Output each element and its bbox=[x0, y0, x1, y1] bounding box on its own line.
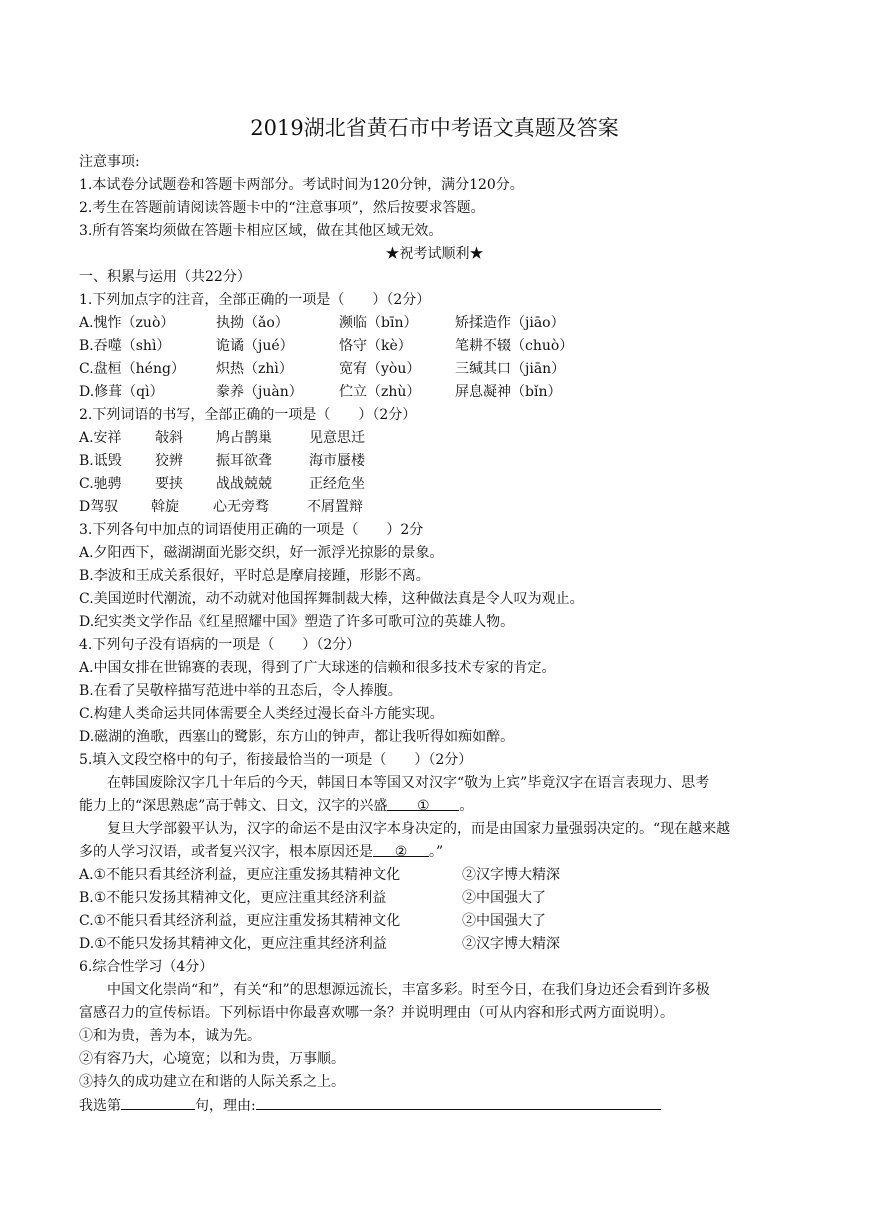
q5-option: A.①不能只看其经济利益，更应注重发扬其精神文化 bbox=[79, 867, 401, 883]
section-heading: 一、积累与运用（共22分） bbox=[79, 269, 251, 285]
notice-item: 1.本试卷分试题卷和答题卡两部分。考试时间为120分钟，满分120分。 bbox=[79, 177, 524, 193]
q1-option-cell: 豢养（juàn） bbox=[216, 384, 303, 400]
q1-option-cell: A.愧怍（zuò） bbox=[79, 315, 175, 331]
q6-slogan: ③持久的成功建立在和谐的人际关系之上。 bbox=[79, 1074, 345, 1090]
q6-paragraph-line: 富感召力的宣传标语。下列标语中你最喜欢哪一条？并说明理由（可从内容和形式两方面说明）。 bbox=[79, 1005, 674, 1021]
q4-stem: 4.下列句子没有语病的一项是（ ）（2分） bbox=[79, 637, 361, 653]
q5-stem: 5.填入文段空格中的句子，衔接最恰当的一项是（ ）（2分） bbox=[79, 752, 473, 768]
q2-option-cell: D驾驭 bbox=[79, 499, 119, 515]
q1-option-cell: 炽热（zhì） bbox=[216, 361, 293, 377]
q1-option-cell: 三缄其口（jiān） bbox=[455, 361, 566, 377]
q5-passage-text: 多的人学习汉语，或者复兴汉字，根本原因还是 bbox=[79, 844, 373, 860]
q2-option-cell: 振耳欲聋 bbox=[216, 453, 272, 469]
q1-option-cell: 宽宥（yòu） bbox=[339, 361, 421, 377]
q5-option: B.①不能只发扬其精神文化，更应注重其经济利益 bbox=[79, 890, 387, 906]
q5-option: ②中国强大了 bbox=[462, 890, 546, 906]
q1-option-cell: 诡谲（jué） bbox=[216, 338, 294, 354]
q2-option-cell: 敧斜 bbox=[155, 430, 183, 446]
q4-option: C.构建人类命运共同体需要全人类经过漫长奋斗方能实现。 bbox=[79, 706, 444, 722]
q4-option: A.中国女排在世锦赛的表现，得到了广大球迷的信赖和很多技术专家的肯定。 bbox=[79, 660, 556, 676]
q2-option-cell: B.诋毁 bbox=[79, 453, 122, 469]
q1-option-cell: 濒临（bīn） bbox=[339, 315, 418, 331]
q5-option: ②汉字博大精深 bbox=[462, 936, 560, 952]
answer-prefix: 我选第 bbox=[79, 1098, 121, 1114]
q2-option-cell: 鸠占鹊巢 bbox=[216, 430, 272, 446]
q1-option-cell: 恪守（kè） bbox=[339, 338, 412, 354]
q2-stem: 2.下列词语的书写，全部正确的一项是（ ）（2分） bbox=[79, 407, 417, 423]
answer-mid: 句，理由: bbox=[195, 1098, 256, 1114]
blessing: ★祝考试顺利★ bbox=[385, 246, 484, 262]
q1-option-cell: D.修葺（qì） bbox=[79, 384, 164, 400]
q5-passage-text: 。 bbox=[459, 798, 474, 814]
q5-option: ②中国强大了 bbox=[462, 913, 546, 929]
notice-heading: 注意事项: bbox=[79, 154, 140, 170]
q1-option-cell: B.吞噬（shì） bbox=[79, 338, 171, 354]
q4-option: B.在看了吴敬梓描写范进中举的丑态后，令人捧腹。 bbox=[79, 683, 402, 699]
q2-option-cell: 见意思迁 bbox=[309, 430, 365, 446]
q5-passage-line: 复旦大学部毅平认为，汉字的命运不是由汉字本身决定的，而是由国家力量强弱决定的。“现在越来越 bbox=[107, 821, 731, 837]
notice-item: 2.考生在答题前请阅读答题卡中的“注意事项”，然后按要求答题。 bbox=[79, 200, 485, 216]
blank-1: ① bbox=[387, 796, 459, 811]
q2-option-cell: 不屑置辩 bbox=[307, 499, 363, 515]
q1-option-cell: 屏息凝神（bǐn） bbox=[455, 384, 562, 400]
q3-stem: 3.下列各句中加点的词语使用正确的一项是（ ）2分 bbox=[79, 522, 424, 538]
q2-option-cell: 战战兢兢 bbox=[216, 476, 272, 492]
q2-option-cell: 狡辨 bbox=[155, 453, 183, 469]
q2-option-cell: C.驰骋 bbox=[79, 476, 122, 492]
q2-option-cell: 心无旁骛 bbox=[213, 499, 269, 515]
q5-passage-text: 。” bbox=[429, 844, 444, 860]
q3-option: C.美国逆时代潮流，动不动就对他国挥舞制裁大棒，这种做法真是令人叹为观止。 bbox=[79, 591, 584, 607]
q5-option: ②汉字博大精深 bbox=[462, 867, 560, 883]
blank-2: ② bbox=[373, 842, 429, 857]
notice-item: 3.所有答案均须做在答题卡相应区域，做在其他区域无效。 bbox=[79, 223, 443, 239]
sentence-choice-blank[interactable] bbox=[121, 1095, 195, 1110]
q2-option-cell: A.安祥 bbox=[79, 430, 122, 446]
q5-option: D.①不能只发扬其精神文化，更应注重其经济利益 bbox=[79, 936, 387, 952]
q6-stem: 6.综合性学习（4分） bbox=[79, 959, 214, 975]
q5-passage-line bbox=[79, 796, 473, 816]
q1-option-cell: 执拗（ǎo） bbox=[216, 315, 289, 331]
q5-passage-line bbox=[79, 842, 443, 862]
q5-option: C.①不能只看其经济利益，更应注重发扬其精神文化 bbox=[79, 913, 401, 929]
q6-answer-line bbox=[79, 1095, 661, 1116]
q5-passage-line: 在韩国废除汉字几十年后的今天，韩国日本等国又对汉字“敬为上宾”毕竟汉字在语言表现力、思考 bbox=[107, 775, 710, 791]
q3-option: B.李波和王成关系很好，平时总是摩肩接踵，形影不离。 bbox=[79, 568, 430, 584]
page-title: 2019湖北省黄石市中考语文真题及答案 bbox=[250, 116, 619, 140]
q3-option: D.纪实类文学作品《红星照耀中国》塑造了许多可歌可泣的英雄人物。 bbox=[79, 614, 515, 630]
q1-option-cell: 笔耕不辍（chuò） bbox=[455, 338, 574, 354]
q2-option-cell: 斡旋 bbox=[151, 499, 179, 515]
q3-option: A.夕阳西下，磁湖湖面光影交织，好一派浮光掠影的景象。 bbox=[79, 545, 444, 561]
q1-option-cell: 伫立（zhù） bbox=[339, 384, 421, 400]
q2-option-cell: 海市蜃楼 bbox=[309, 453, 365, 469]
reason-blank[interactable] bbox=[256, 1095, 661, 1110]
q1-option-cell: C.盘桓（héng） bbox=[79, 361, 185, 377]
q2-option-cell: 正经危坐 bbox=[309, 476, 365, 492]
q6-slogan: ②有容乃大，心境宽；以和为贵，万事顺。 bbox=[79, 1051, 345, 1067]
q4-option: D.磁湖的渔歌，西塞山的鹭影，东方山的钟声，都让我听得如痴如醉。 bbox=[79, 729, 515, 745]
q2-option-cell: 要挟 bbox=[155, 476, 183, 492]
q1-option-cell: 矫揉造作（jiāo） bbox=[455, 315, 565, 331]
q1-stem: 1.下列加点字的注音，全部正确的一项是（ ）（2分） bbox=[79, 292, 431, 308]
q6-paragraph-line: 中国文化崇尚“和”，有关“和”的思想源远流长，丰富多彩。时至今日，在我们身边还会看到许多极 bbox=[107, 982, 710, 998]
q6-slogan: ①和为贵，善为本，诚为先。 bbox=[79, 1028, 261, 1044]
q5-passage-text: 能力上的“深思熟虑”高于韩文、日文，汉字的兴盛 bbox=[79, 798, 388, 814]
